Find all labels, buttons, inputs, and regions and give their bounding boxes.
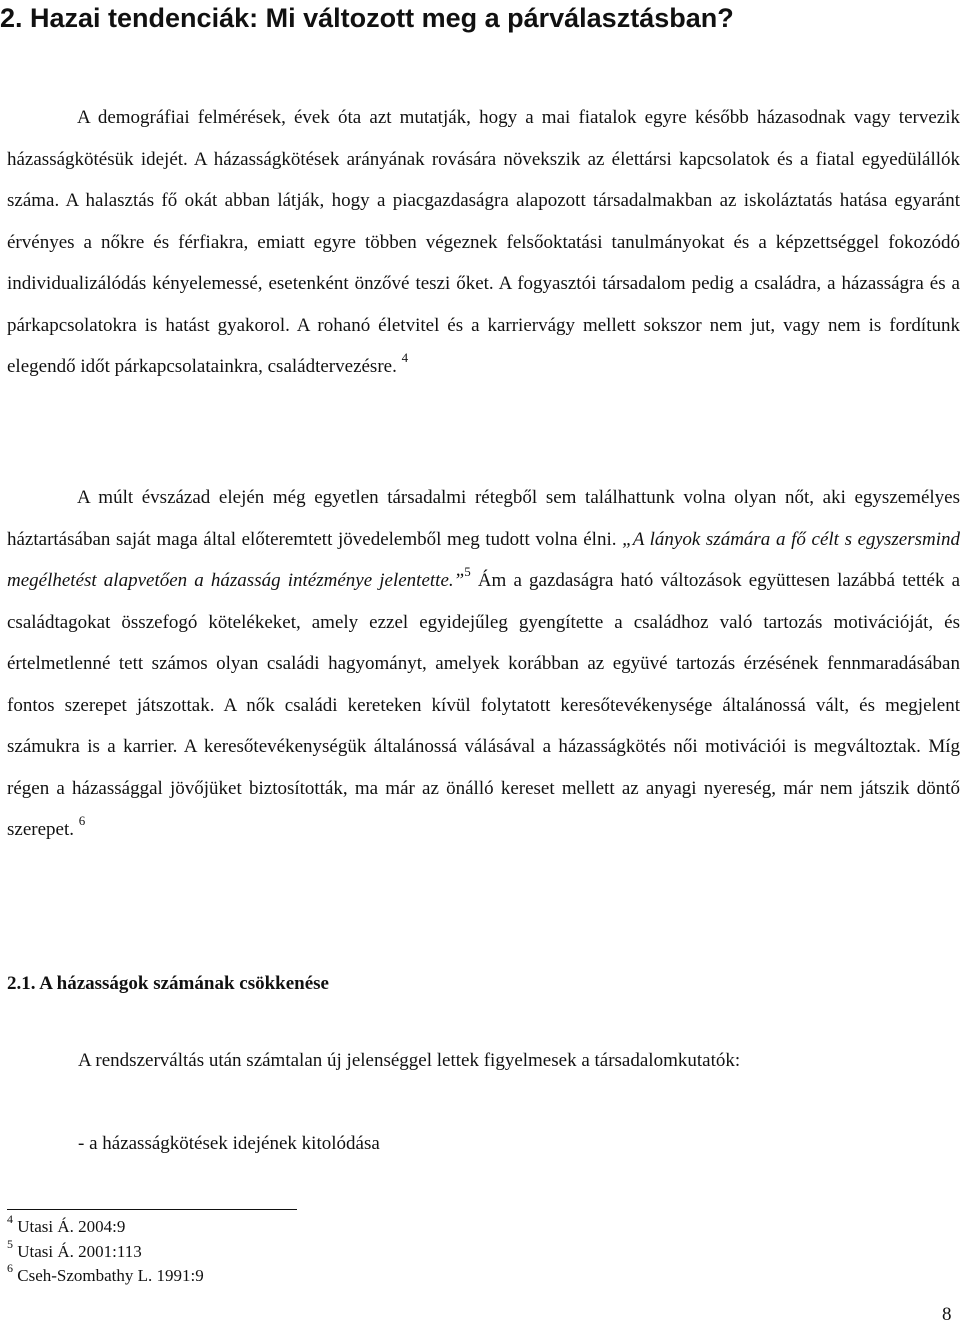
footnote-4 <box>7 1212 204 1240</box>
footnote-ref-6: 6 <box>78 812 86 828</box>
footnote-number: 5 <box>7 1236 13 1251</box>
footnote-text: Utasi Á. 2001:113 <box>17 1241 142 1261</box>
footnote-number: 6 <box>7 1261 13 1276</box>
subsection-heading: 2.1. A házasságok számának csökkenése <box>7 973 329 994</box>
footnote-text: Utasi Á. 2004:9 <box>17 1217 126 1236</box>
paragraph-text: A demográfiai felmérések, évek óta azt mutatják, hogy a mai fiatalok egyre később házasodnak vagy tervezik házasságkötésük idejét. A házasságkötések arányának rovására növekszik az élettársi kapcsolatok és a fiatal egyedülállók száma. A halasztás fő okát abban látják, hogy a piacgazdaságra alapozott társadalmakban az iskoláztatás hatása egyaránt érvényes a nőkre és férfiakra, emiatt egyre többen végeznek felsőoktatási tanulmányokat és a képzettséggel fokozódó individualizálódás kényelemessé, esetenként önzővé teszi őket. A fogyasztói társadalom pedig a családra, a házasságra és a párkapcsolatokra is hatást gyakorol. A rohanó életvitel és a karriervágy mellett sokszor nem jut, vagy nem is fordítunk elegendő időt párkapcsolatainkra, családtervezésre. <box>7 107 960 377</box>
paragraph-intro-list: A rendszerváltás után számtalan új jelenséggel lettek figyelmesek a társadalomkutatók: <box>78 1050 741 1071</box>
footnote-ref-5: 5 <box>464 563 471 579</box>
page-number: 8 <box>942 1304 952 1325</box>
section-heading: 2. Hazai tendenciák: Mi változott meg a párválasztásban? <box>0 3 734 33</box>
footnote-ref-4: 4 <box>401 349 409 365</box>
paragraph-text: Ám a gazdaságra ható változások együttesen lazábbá tették a családtagokat összefogó kötelékeket, amely ezzel egyidejűleg gyengítette a családhoz való tartozás motivációját, és értelmetlenné tett számos olyan családi hagyományt, amelyek korábban az együvé tartozás érzésének fennmaradásában fontos szerepet játszottak. A nők családi kereteken kívül folytatott keresőtevékenysége általánossá vált, és megjelent számukra is a karrier. A keresőtevékenységük általánossá válásával a házasságkötés női motivációi is megváltoztak. Míg régen a házassággal jövőjüket biztosították, ma már az önálló kereset mellett az anyagi nyereség, már nem játszik döntő szerepet. <box>7 570 960 840</box>
footnotes <box>7 1212 204 1289</box>
footnote-number: 4 <box>7 1212 13 1227</box>
paragraph-history <box>7 477 960 851</box>
footnote-5 <box>7 1236 204 1265</box>
quotation: „A lányok számára a fő célt s egyszersmind megélhetést alapvetően a házasság intézménye jelentette.” <box>7 528 960 591</box>
list-item: - a házasságkötések idejének kitolódása <box>78 1133 380 1154</box>
paragraph-text: A múlt évszázad elején még egyetlen társadalmi rétegből sem találhattunk volna olyan nőt, aki egyszemélyes háztartásában saját maga által előteremtett jövedelemből meg tudott volna élni. <box>7 487 960 550</box>
footnote-6 <box>7 1261 204 1289</box>
paragraph-intro <box>7 97 960 388</box>
footnote-text: Cseh-Szombathy L. 1991:9 <box>17 1266 204 1285</box>
footnote-separator <box>7 1209 297 1210</box>
